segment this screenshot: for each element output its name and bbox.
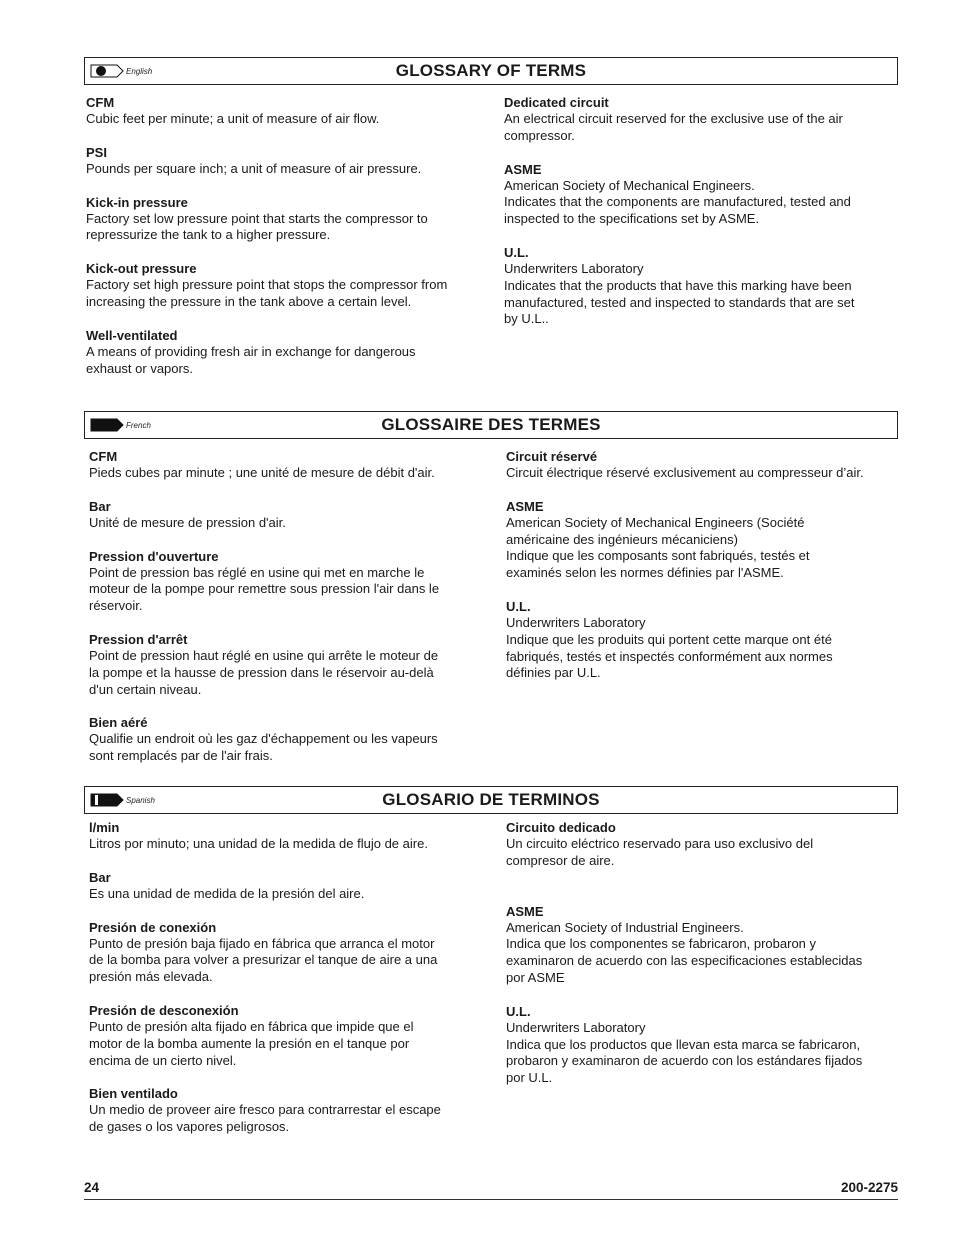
- glossary-term: PSI: [86, 144, 107, 160]
- glossary-entry: [506, 904, 898, 987]
- glossary-definition-line: Indique que les produits qui portent cette marque ont été: [506, 631, 832, 647]
- glossary-term: U.L.: [506, 1003, 531, 1019]
- document-number: 200-2275: [840, 1180, 898, 1195]
- glossary-term: Bar: [89, 498, 111, 514]
- glossary-term: Circuit réservé: [506, 449, 598, 464]
- glossary-term: Presión de conexión: [89, 919, 217, 935]
- glossary-term: Pression d'ouverture: [89, 548, 219, 564]
- glossary-definition-line: Un circuito eléctrico reservado para uso exclusivo del: [506, 836, 814, 851]
- glossary-definition-line: compresor de aire.: [506, 852, 615, 868]
- glossary-term: Presión de desconexión: [89, 1002, 239, 1018]
- glossary-term: U.L.: [504, 244, 529, 260]
- glossary-term: ASME: [504, 161, 542, 177]
- glossary-term: Bar: [89, 869, 111, 885]
- glossary-entry: [89, 549, 499, 615]
- glossary-term: CFM: [86, 95, 115, 110]
- glossary-term: Bien aéré: [89, 715, 148, 731]
- left-column: [89, 449, 499, 782]
- glossary-definition-line: presión más elevada.: [89, 969, 213, 985]
- section-header-spanish: [84, 786, 898, 814]
- glossary-definition-line: Indicates that the components are manufactured, tested and: [504, 194, 851, 210]
- glossary-definition-line: Pounds per square inch; a unit of measure of air pressure.: [86, 160, 422, 176]
- language-label: Spanish: [126, 795, 155, 805]
- glossary-definition-line: examinaron de acuerdo con las especificaciones establecidas: [506, 953, 863, 969]
- glossary-entry: [506, 1004, 898, 1087]
- glossary-entry: [89, 1086, 499, 1136]
- glossary-definition-line: Indica que los componentes se fabricaron, probaron y: [506, 936, 817, 952]
- footer-rule: [84, 1199, 898, 1200]
- glossary-definition-line: por ASME: [506, 969, 565, 985]
- glossary-definition-line: Unité de mesure de pression d'air.: [89, 514, 286, 530]
- glossary-definition-line: d'un certain niveau.: [89, 681, 202, 697]
- right-column: [506, 449, 898, 699]
- page-number: 24: [84, 1180, 100, 1195]
- glossary-definition-line: Qualifie un endroit où les gaz d'échappement ou les vapeurs: [89, 731, 438, 747]
- section-title: GLOSSAIRE DES TERMES: [381, 415, 601, 434]
- glossary-entry: [506, 820, 898, 870]
- glossary-definition-line: Underwriters Laboratory: [506, 1019, 646, 1035]
- right-column: [506, 820, 898, 1104]
- glossary-entry: [504, 95, 898, 145]
- glossary-definition-line: Point de pression haut réglé en usine qui arrête le moteur de: [89, 647, 439, 663]
- glossary-entry: [504, 245, 898, 328]
- glossary-definition-line: Underwriters Laboratory: [506, 614, 646, 630]
- section-english: [84, 57, 898, 415]
- glossary-definition-line: motor de la bomba aumente la presión en el tanque por: [89, 1035, 410, 1051]
- glossary-definition-line: Punto de presión alta fijado en fábrica que impide que el: [89, 1018, 414, 1034]
- glossary-definition-line: Indica que los productos que llevan esta marca se fabricaron,: [506, 1036, 861, 1052]
- glossary-entry: [89, 1003, 499, 1069]
- glossary-definition-line: American Society of Industrial Engineers.: [506, 919, 744, 935]
- glossary-term: Kick-in pressure: [86, 194, 188, 210]
- right-column: [504, 95, 898, 345]
- glossary-term: ASME: [506, 498, 544, 514]
- glossary-term: ASME: [506, 903, 544, 919]
- glossary-entry: [89, 499, 499, 532]
- glossary-definition-line: Circuit électrique réservé exclusivement au compresseur d’air.: [506, 465, 864, 480]
- glossary-definition-line: encima de un cierto nivel.: [89, 1052, 237, 1068]
- glossary-definition-line: examinés selon les normes définies par l'ASME.: [506, 565, 784, 581]
- glossary-entry: [86, 95, 496, 128]
- glossary-definition-line: américaine des ingénieurs mécaniciens): [506, 531, 738, 547]
- glossary-term: Bien ventilado: [89, 1086, 178, 1102]
- glossary-entry: [89, 870, 499, 903]
- glossary-definition-line: increasing the pressure in the tank above a certain level.: [86, 293, 412, 309]
- left-column: [89, 820, 499, 1153]
- glossary-entry: [89, 820, 499, 853]
- glossary-definition-line: définies par U.L.: [506, 665, 601, 681]
- glossary-definition-line: la pompe et la hausse de pression dans le réservoir au-delà: [89, 664, 434, 680]
- glossary-definition-line: Es una unidad de medida de la presión del aire.: [89, 885, 365, 901]
- glossary-definition-line: Litros por minuto; una unidad de la medida de flujo de aire.: [89, 836, 428, 851]
- glossary-term: Dedicated circuit: [504, 95, 609, 110]
- glossary-definition-line: by U.L..: [504, 311, 549, 327]
- glossary-definition-line: Pieds cubes par minute ; une unité de mesure de débit d'air.: [89, 465, 435, 480]
- section-header-english: [84, 57, 898, 85]
- glossary-definition-line: de gases o los vapores peligrosos.: [89, 1119, 290, 1135]
- glossary-entry: [86, 145, 496, 178]
- glossary-entry: [506, 599, 898, 682]
- glossary-definition-line: inspected to the specifications set by ASME.: [504, 211, 760, 227]
- glossary-definition-line: Un medio de proveer aire fresco para contrarrestar el escape: [89, 1102, 441, 1118]
- glossary-definition-line: Indicates that the products that have this marking have been: [504, 277, 852, 293]
- section-spanish: [84, 786, 898, 1164]
- section-header-french: [84, 411, 898, 439]
- glossary-term: Kick-out pressure: [86, 261, 197, 277]
- glossary-definition-line: sont remplacés par de l'air frais.: [89, 748, 273, 764]
- glossary-definition-line: fabriqués, testés et inspectés conformément aux normes: [506, 648, 833, 664]
- glossary-term: U.L.: [506, 598, 531, 614]
- glossary-definition-line: Punto de presión baja fijado en fábrica que arranca el motor: [89, 935, 435, 951]
- glossary-entry: [506, 499, 898, 582]
- glossary-entry: [504, 162, 898, 228]
- glossary-definition-line: Indique que les composants sont fabriqués, testés et: [506, 548, 810, 564]
- language-label: French: [126, 420, 151, 430]
- glossary-definition-line: Point de pression bas réglé en usine qui met en marche le: [89, 564, 425, 580]
- glossary-definition-line: Factory set high pressure point that stops the compressor from: [86, 277, 448, 293]
- glossary-entry: [89, 920, 499, 986]
- glossary-definition-line: réservoir.: [89, 598, 143, 614]
- glossary-definition-line: por U.L.: [506, 1070, 553, 1086]
- glossary-term: Well-ventilated: [86, 327, 178, 343]
- glossary-definition-line: probaron y examinaron de acuerdo con los estándares fijados: [506, 1053, 863, 1069]
- glossary-entry: [89, 449, 499, 482]
- glossary-entry: [86, 261, 496, 311]
- glossary-definition-line: repressurize the tank to a higher pressure.: [86, 227, 331, 243]
- glossary-definition-line: American Society of Mechanical Engineers (Société: [506, 514, 805, 530]
- glossary-entry: [506, 449, 898, 482]
- left-column: [86, 95, 496, 394]
- glossary-definition-line: manufactured, tested and inspected to standards that are set: [504, 294, 855, 310]
- glossary-term: Pression d'arrêt: [89, 631, 188, 647]
- glossary-term: CFM: [89, 449, 118, 464]
- glossary-definition-line: Underwriters Laboratory: [504, 260, 644, 276]
- glossary-entry: [86, 328, 496, 378]
- glossary-definition-line: American Society of Mechanical Engineers.: [504, 177, 755, 193]
- glossary-entry: [89, 632, 499, 698]
- section-french: [84, 411, 898, 779]
- glossary-definition-line: A means of providing fresh air in exchange for dangerous: [86, 343, 416, 359]
- glossary-definition-line: An electrical circuit reserved for the exclusive use of the air: [504, 111, 843, 126]
- glossary-term: l/min: [89, 820, 120, 835]
- glossary-definition-line: de la bomba para volver a presurizar el tanque de aire a una: [89, 952, 438, 968]
- glossary-definition-line: Factory set low pressure point that starts the compressor to: [86, 210, 428, 226]
- glossary-definition-line: compressor.: [504, 127, 575, 143]
- glossary-entry: [86, 195, 496, 245]
- glossary-term: Circuito dedicado: [506, 820, 616, 835]
- glossary-definition-line: Cubic feet per minute; a unit of measure of air flow.: [86, 111, 380, 126]
- glossary-definition-line: exhaust or vapors.: [86, 360, 193, 376]
- language-label: English: [126, 66, 153, 76]
- glossary-definition-line: moteur de la pompe pour remettre sous pression l'air dans le: [89, 581, 440, 597]
- section-title: GLOSSARY OF TERMS: [395, 61, 587, 80]
- glossary-entry: [89, 715, 499, 765]
- section-title: GLOSARIO DE TERMINOS: [382, 790, 600, 809]
